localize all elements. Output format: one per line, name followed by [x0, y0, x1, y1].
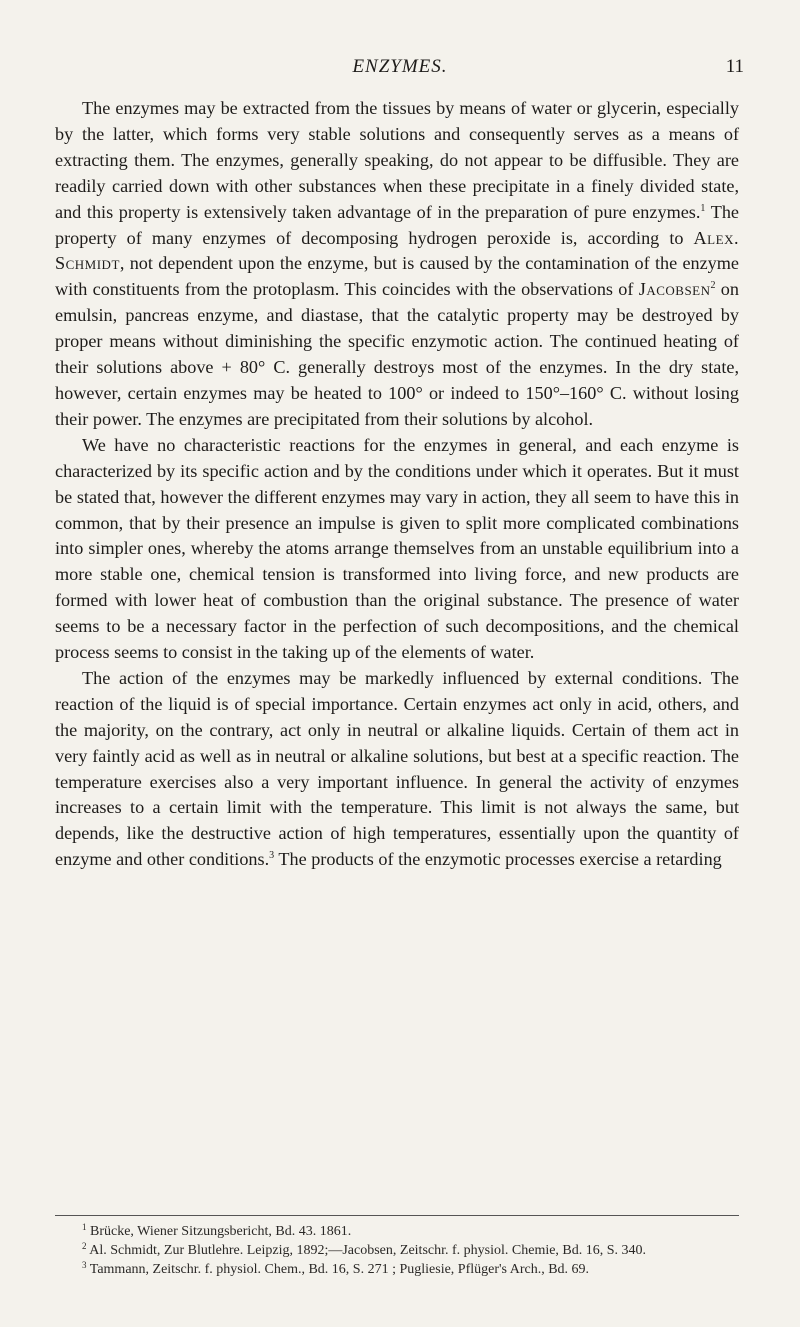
body-text [55, 96, 739, 873]
paragraph-2: We have no characteristic reactions for the enzymes in general, and each enzyme is characterized by its specific action and by the conditions under which it operates. But it must be stated that, however the different enzymes may vary in action, they all seem to have this in common, that by their presence an impulse is given to split more complicated combinations into simpler ones, whereby the atoms arrange themselves from an unstable equilibrium into a more stable one, chemical tension is transformed into living force, and new products are formed with lower heat of combustion than the original substance. The presence of water seems to be a necessary factor in the perfection of such decompositions, and the chemical process seems to consist in the taking up of the elements of water. [55, 434, 739, 663]
author-name: Jacobsen [638, 279, 711, 300]
footnote-ref-3[interactable]: 3 [269, 850, 275, 862]
footnote-ref-1[interactable]: 1 [700, 202, 706, 214]
running-title: ENZYMES. [352, 56, 448, 77]
author-name: Alex. Schmidt [55, 227, 739, 274]
paragraph-1: The enzymes may be extracted from the tissues by means of water or glycerin, especially by the latter, which forms very stable solutions and consequently serves as a means of extracting them. The enzymes, generally speaking, do not appear to be diffusible. They are readily carried down with other substances when these precipitate in a finely divided state, and this property is extensively taken advantage of in the preparation of pure enzymes.$^1$ The property of many enzymes of decomposing hydrogen peroxide is, according to Alex. Schmidt, not dependent upon the enzyme, but is caused by the contamination of the enzyme with constituents from the protoplasm. This coincides with the observations of Jacobsen$^2$ on emulsin, pancreas enzyme, and diastase, that the catalytic property may be destroyed by proper means without diminishing the specific enzymotic action. The continued heating of their solutions above + 80° C. generally destroys most of the enzymes. In the dry state, however, certain enzymes may be heated to 100° or indeed to 150°–160° C. without losing their power. The enzymes are precipitated from their solutions by alcohol. [55, 98, 740, 429]
page-number: 11 [725, 56, 744, 77]
footnote-1: $^1$ Brücke, Wiener Sitzungsbericht, Bd. 43. 1861. [82, 1222, 352, 1239]
footnote-ref-2[interactable]: 2 [710, 280, 716, 292]
footnote-divider [55, 1215, 739, 1216]
footnote-2: $^2$ Al. Schmidt, Zur Blutlehre. Leipzig, 1892;—Jacobsen, Zeitschr. f. physiol. Chemie, Bd. 16, S. 340. [82, 1241, 647, 1258]
footnotes [55, 1222, 739, 1279]
footnote-3: $^3$ Tammann, Zeitschr. f. physiol. Chem., Bd. 16, S. 271 ; Pugliesie, Pflüger's Arch., Bd. 69. [82, 1260, 590, 1277]
paragraph-3: The action of the enzymes may be markedly influenced by external conditions. The reaction of the liquid is of special importance. Certain enzymes act only in acid, others, and the majority, on the contrary, act only in neutral or alkaline liquids. Certain of them act in very faintly acid as well as in neutral or alkaline solutions, but best at a specific reaction. The temperature exercises also a very important influence. In general the activity of enzymes increases to a certain limit with the temperature. This limit is not always the same, but depends, like the destructive action of high temperatures, essentially upon the quantity of enzyme and other conditions.$^3$ The products of the enzymotic processes exercise a retarding [55, 667, 739, 870]
